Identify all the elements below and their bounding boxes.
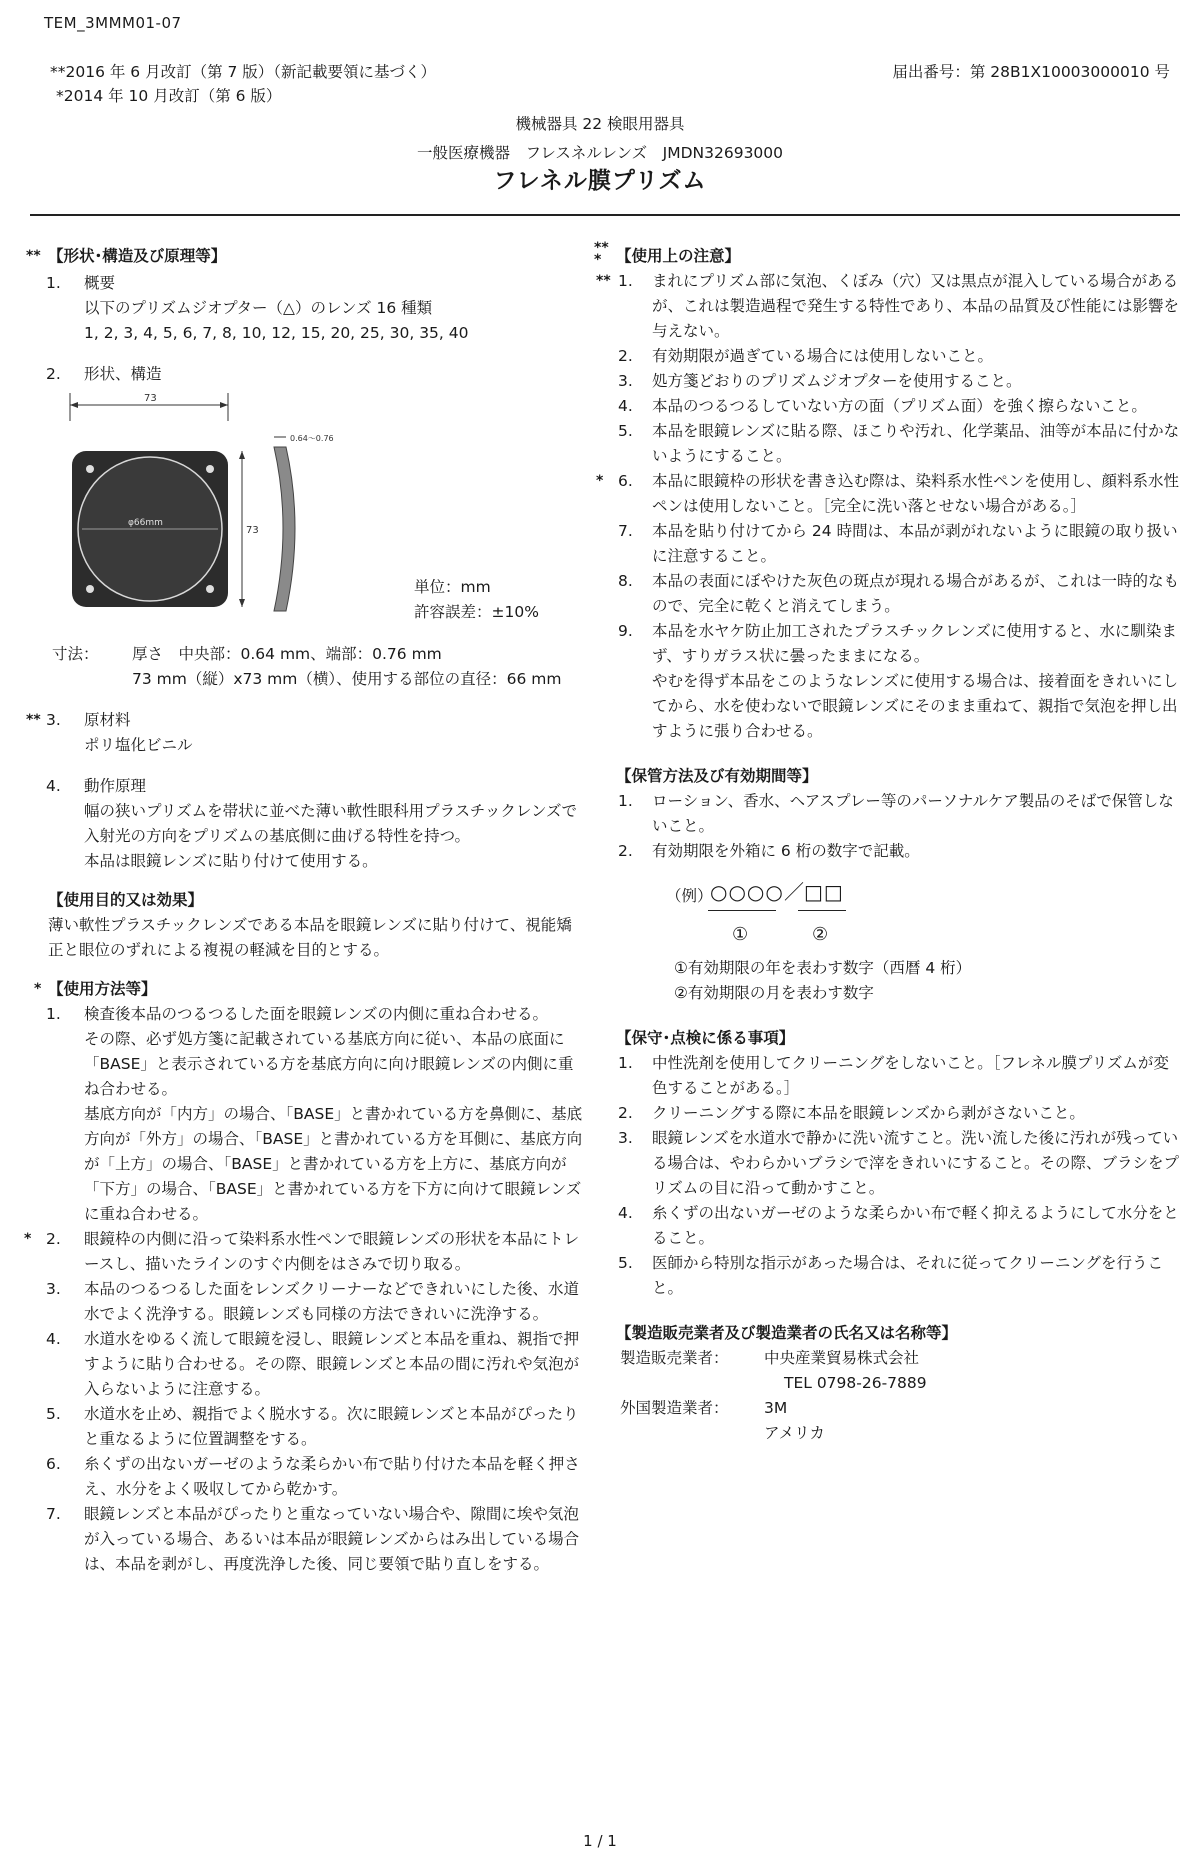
item-text: 基底方向が「内方」の場合、「BASE」と書かれている方を鼻側に、基底方向が「外方」の場合、「BASE」と書かれている方を耳側に、基底方向が「上方」の場合、「BASE」と書かれている方を上方に、基底方向が「下方」の場合、「BASE」と書かれている方を下方に向けて眼鏡レンズに重ね合わせる。 — [84, 1105, 583, 1223]
notification-number: 届出番号：第 28B1X10003000010 号 — [892, 63, 1170, 81]
item-number: 5. — [618, 422, 633, 440]
item-number: 9. — [618, 622, 633, 640]
item-text: ローション、香水、ヘアスプレー等のパーソナルケア製品のそばで保管しないこと。 — [652, 792, 1174, 835]
revision-mark: * — [34, 981, 42, 997]
list-item — [596, 1101, 1180, 1126]
item-text: 処方箋どおりのプリズムジオプターを使用すること。 — [652, 372, 1022, 390]
item-text: 中性洗剤を使用してクリーニングをしないこと。［フレネル膜プリズムが変色することがある。］ — [652, 1054, 1169, 1097]
item-text: その際、必ず処方箋に記載されている基底方向に従い、本品の底面に「BASE」と表示されている方を基底方向に向け眼鏡レンズの内側に重ね合わせる。 — [84, 1030, 574, 1098]
item-number: 5. — [46, 1405, 61, 1423]
list-item — [596, 569, 1180, 619]
item-text: 本品を眼鏡レンズに貼る際、ほこりや汚れ、化学薬品、油等が本品に付かないようにすること。 — [652, 422, 1180, 465]
item-text: 水道水をゆるく流して眼鏡を浸し、眼鏡レンズと本品を重ね、親指で押すように貼り合わせる。その際、眼鏡レンズと本品の間に汚れや気泡が入らないように注意する。 — [84, 1330, 580, 1398]
list-item — [596, 1051, 1180, 1101]
list-item — [596, 394, 1180, 419]
revision-mark: * — [596, 473, 604, 489]
expiry-example: （例） ○○○○ ／ □□ ① ② — [666, 870, 1180, 956]
section-storage — [596, 764, 1180, 1006]
item-number: 8. — [618, 572, 633, 590]
list-item — [28, 1327, 584, 1402]
usage-list — [24, 1002, 584, 1577]
section-purpose — [28, 888, 584, 963]
list-item — [596, 369, 1180, 394]
storage-list — [596, 789, 1180, 864]
list-item — [28, 1102, 584, 1227]
item-text: 本品を貼り付けてから 24 時間は、本品が剥がれないように眼鏡の取り扱いに注意すること。 — [652, 522, 1178, 565]
section-heading: ** * 【使用上の注意】 — [594, 240, 741, 268]
item-text: 有効期限が過ぎている場合には使用しないこと。 — [652, 347, 994, 365]
list-item — [28, 1277, 584, 1327]
item-number: 4. — [46, 1330, 61, 1348]
document-title: フレネル膜プリズム — [493, 168, 707, 194]
list-item — [28, 1452, 584, 1502]
product-figure — [52, 387, 584, 642]
section-heading: 【保管方法及び有効期間等】 — [616, 767, 818, 785]
item-number: 1. — [618, 1054, 633, 1072]
subsection-principle: 4. 動作原理 — [46, 777, 147, 795]
figure-height-label: 73 — [246, 525, 259, 536]
section-precautions — [594, 240, 1180, 744]
item-number: 3. — [618, 372, 633, 390]
item-number: 1. — [46, 1005, 61, 1023]
item-number: * 6. — [618, 469, 633, 494]
category-line-2: 一般医療機器 フレスネルレンズ JMDN32693000 — [416, 144, 784, 162]
item-number: 2. — [618, 347, 633, 365]
item-text: 本品のつるつるしていない方の面（プリズム面）を強く擦らないこと。 — [652, 397, 1147, 415]
expiry-legend-1: ①有効期限の年を表わす数字（西暦 4 桁） — [674, 959, 972, 977]
lens-drawing — [52, 387, 382, 637]
item-text: クリーニングする際に本品を眼鏡レンズから剥がさないこと。 — [652, 1104, 1085, 1122]
principle-text-2: 本品は眼鏡レンズに貼り付けて使用する。 — [84, 852, 378, 870]
expiry-legend-2: ②有効期限の月を表わす数字 — [674, 984, 874, 1002]
list-item — [28, 1002, 584, 1027]
list-item — [24, 1227, 584, 1277]
foreign-maker: 外国製造業者： 3M アメリカ — [620, 1399, 825, 1442]
item-number: ** 1. — [618, 269, 633, 294]
overview-values: 1, 2, 3, 4, 5, 6, 7, 8, 10, 12, 15, 20, 25, 30, 35, 40 — [84, 324, 469, 342]
section-manufacturer — [596, 1321, 1180, 1446]
principle-text-1: 幅の狭いプリズムを帯状に並べた薄い軟性眼科用プラスチックレンズで入射光の方向をプリズムの基底側に曲げる特性を持つ。 — [84, 802, 577, 845]
item-number: 2. — [618, 842, 633, 860]
section-shape — [28, 244, 584, 874]
item-text: 糸くずの出ないガーゼのような柔らかい布で貼り付けた本品を軽く押さえ、水分をよく吸収してから乾かす。 — [84, 1455, 580, 1498]
right-column — [594, 240, 1180, 1452]
section-heading: * 【使用方法等】 — [28, 977, 584, 1002]
item-number: 5. — [618, 1254, 633, 1272]
purpose-text: 薄い軟性プラスチックレンズである本品を眼鏡レンズに貼り付けて、視能矯正と眼位のずれによる複視の軽減を目的とする。 — [48, 916, 572, 959]
item-text: 本品のつるつるした面をレンズクリーナーなどできれいにした後、水道水でよく洗浄する。眼鏡レンズも同様の方法できれいに洗浄する。 — [84, 1280, 579, 1323]
item-number: 6. — [46, 1455, 61, 1473]
item-text: やむを得ず本品をこのようなレンズに使用する場合は、接着面をきれいにしてから、水を使わないで眼鏡レンズにそのまま重ねて、親指で気泡を押し出すように張り合わせる。 — [652, 672, 1179, 740]
revision-line-2: *2014 年 10 月改訂（第 6 版） — [56, 87, 282, 105]
list-item — [596, 1201, 1180, 1251]
list-item — [596, 269, 1180, 344]
item-text: 医師から特別な指示があった場合は、それに従ってクリーニングを行うこと。 — [652, 1254, 1164, 1297]
item-text: 眼鏡レンズと本品がぴったりと重なっていない場合や、隙間に埃や気泡が入っている場合、あるいは本品が眼鏡レンズからはみ出している場合は、本品を剥がし、再度洗浄した後、同じ要領で貼り直しをする。 — [84, 1505, 580, 1573]
maintenance-list — [596, 1051, 1180, 1301]
figure-unit: 単位：mm 許容誤差：±10% — [414, 578, 539, 621]
section-heading: ** 【形状･構造及び原理等】 — [28, 244, 584, 269]
left-column — [24, 244, 584, 1583]
section-heading: 【保守･点検に係る事項】 — [616, 1029, 795, 1047]
item-number: 1. — [618, 792, 633, 810]
item-number: 4. — [618, 397, 633, 415]
header-divider — [30, 214, 1180, 216]
list-item — [596, 1126, 1180, 1201]
list-item — [596, 344, 1180, 369]
item-text: 眼鏡枠の内側に沿って染料系水性ペンで眼鏡レンズの形状を本品にトレースし、描いたラインのすぐ内側をはさみで切り取る。 — [84, 1230, 580, 1273]
item-number: 3. — [618, 1129, 633, 1147]
item-text: 水道水を止め、親指でよく脱水する。次に眼鏡レンズと本品がぴったりと重なるように位置調整をする。 — [84, 1405, 579, 1448]
material-text: ポリ塩化ビニル — [84, 736, 193, 754]
category-line-1: 機械器具 22 検眼用器具 — [515, 115, 685, 133]
item-number: 7. — [46, 1505, 61, 1523]
dimensions: 寸法： 厚さ 中央部：0.64 mm、端部：0.76 mm 73 mm（縦）x73 mm（横）、使用する部位の直径：66 mm — [52, 645, 562, 688]
item-number: 7. — [618, 522, 633, 540]
list-item — [28, 1502, 584, 1577]
item-text: まれにプリズム部に気泡、くぼみ（穴）又は黒点が混入している場合があるが、これは製造過程で発生する特性であり、本品の品質及び性能には影響を与えない。 — [652, 272, 1180, 340]
revision-line-1: **2016 年 6 月改訂（第 7 版）（新記載要領に基づく） — [50, 63, 437, 81]
list-item — [596, 669, 1180, 744]
item-text: 本品を水ヤケ防止加工されたプラスチックレンズに使用すると、水に馴染まず、すりガラス状に曇ったままになる。 — [652, 622, 1177, 665]
item-number: 3. — [46, 1280, 61, 1298]
section-maintenance — [596, 1026, 1180, 1301]
list-item — [596, 789, 1180, 839]
item-text: 有効期限を外箱に 6 桁の数字で記載。 — [652, 842, 920, 860]
revision-mark: ** — [26, 248, 41, 264]
precaution-list — [596, 269, 1180, 744]
item-text: 眼鏡レンズを水道水で静かに洗い流すこと。洗い流した後に汚れが残っている場合は、やわらかいブラシで滓をきれいにすること。その際、ブラシをプリズムの目に沿って動かすこと。 — [652, 1129, 1180, 1197]
subsection-material: ** 3. 原材料 — [26, 711, 131, 729]
item-number: * 2. — [46, 1227, 61, 1252]
item-text: 本品の表面にぼやけた灰色の斑点が現れる場合があるが、これは一時的なもので、完全に乾くと消えてしまう。 — [652, 572, 1180, 615]
section-heading: 【使用目的又は効果】 — [48, 891, 204, 909]
revision-mark: ** * — [594, 240, 609, 268]
doc-code: TEM_3MMM01-07 — [44, 14, 182, 32]
list-item — [28, 1402, 584, 1452]
revision-mark: ** — [596, 273, 611, 289]
item-text: 糸くずの出ないガーゼのような柔らかい布で軽く抑えるようにして水分をとること。 — [652, 1204, 1179, 1247]
figure-diameter-label: φ66mm — [128, 518, 163, 528]
list-item — [596, 469, 1180, 519]
section-heading: 【製造販売業者及び製造業者の氏名又は名称等】 — [616, 1324, 958, 1342]
item-number: 2. — [618, 1104, 633, 1122]
list-item — [596, 619, 1180, 669]
seller: 製造販売業者： 中央産業貿易株式会社 TEL 0798-26-7889 — [620, 1349, 927, 1392]
list-item — [596, 839, 1180, 864]
overview-text: 以下のプリズムジオプター（△）のレンズ 16 種類 — [84, 299, 433, 317]
list-item — [596, 1251, 1180, 1301]
item-text: 本品に眼鏡枠の形状を書き込む際は、染料系水性ペンを使用し、顔料系水性ペンは使用しないこと。［完全に洗い落とせない場合がある。］ — [652, 472, 1180, 515]
page-number: 1 / 1 — [583, 1832, 617, 1850]
section-usage — [24, 977, 584, 1577]
subsection-overview: 1. 概要 — [46, 274, 116, 292]
revision-mark: * — [24, 1231, 32, 1247]
item-text: 検査後本品のつるつるした面を眼鏡レンズの内側に重ね合わせる。 — [84, 1005, 548, 1023]
list-item — [596, 419, 1180, 469]
list-item — [28, 1027, 584, 1102]
figure-thickness-label: 0.64〜0.76 — [290, 434, 334, 443]
subsection-structure: 2. 形状、構造 — [46, 365, 162, 383]
figure-width-label: 73 — [144, 393, 157, 404]
item-number: 4. — [618, 1204, 633, 1222]
list-item — [596, 519, 1180, 569]
